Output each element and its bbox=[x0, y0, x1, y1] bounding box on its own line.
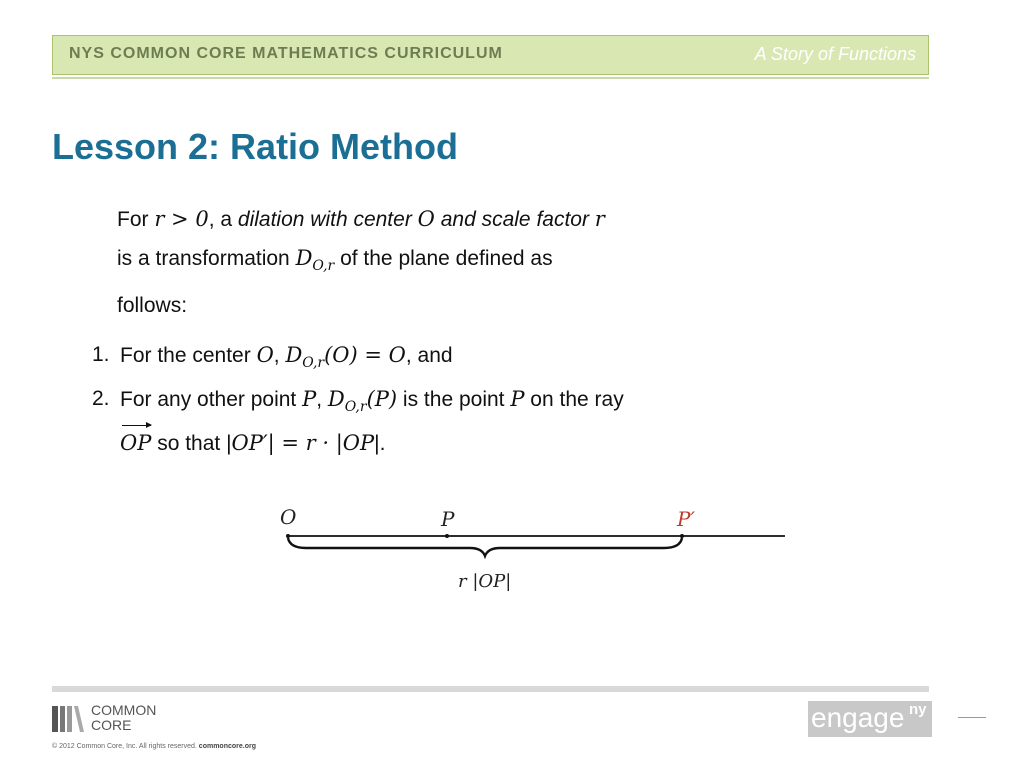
definition-text bbox=[117, 200, 767, 325]
condition-math: r > 0 bbox=[154, 207, 209, 231]
curriculum-title: NYS COMMON CORE MATHEMATICS CURRICULUM bbox=[69, 45, 503, 62]
dilation-symbol: D bbox=[295, 246, 313, 270]
ray-op-symbol: OP bbox=[120, 425, 151, 461]
header-divider bbox=[52, 77, 929, 79]
point-o-dot bbox=[286, 534, 290, 538]
list-item: 1. For the center O, $D_{O,r}(O) = O$, and bbox=[92, 337, 792, 381]
common-core-logo-text: COMMON CORE bbox=[91, 702, 157, 733]
footer-bar bbox=[52, 686, 929, 692]
copyright-notice: © 2012 Common Core, Inc. All rights reserved. commoncore.org bbox=[52, 743, 256, 750]
list-number: 1. bbox=[92, 343, 110, 366]
list-item: 2. For any other point P, $D_{O,r}(P)$ is the point P on the ray OP so that |OP′| = r · |OP|. bbox=[92, 381, 792, 462]
definition-line-1: For r > 0, a dilation with center O and scale factor r bbox=[117, 207, 605, 231]
list-number: 2. bbox=[92, 387, 110, 410]
definition-list bbox=[92, 337, 792, 462]
lesson-title: Lesson 2: Ratio Method bbox=[52, 126, 459, 167]
label-o: O bbox=[280, 505, 297, 529]
point-p-dot bbox=[445, 534, 449, 538]
label-p: P bbox=[441, 507, 455, 531]
engageny-logo: engage ny bbox=[808, 701, 932, 737]
common-core-logo-icon bbox=[52, 704, 86, 737]
page-edge-line bbox=[958, 717, 986, 718]
brace-label: r |OP| bbox=[458, 571, 512, 592]
copyright-link[interactable]: commoncore.org bbox=[198, 743, 256, 750]
label-pprime: P′ bbox=[677, 507, 695, 531]
dilation-figure bbox=[270, 490, 800, 610]
dilation-diagram bbox=[270, 490, 800, 610]
point-pprime-dot bbox=[680, 534, 684, 538]
curriculum-subtitle: A Story of Functions bbox=[754, 44, 916, 64]
curriculum-header-banner bbox=[52, 35, 929, 75]
definition-line-3: follows: bbox=[117, 294, 188, 317]
definition-line-2: is a transformation $D_{O,r}$ of the plane defined as bbox=[117, 246, 553, 274]
brace bbox=[288, 538, 682, 556]
